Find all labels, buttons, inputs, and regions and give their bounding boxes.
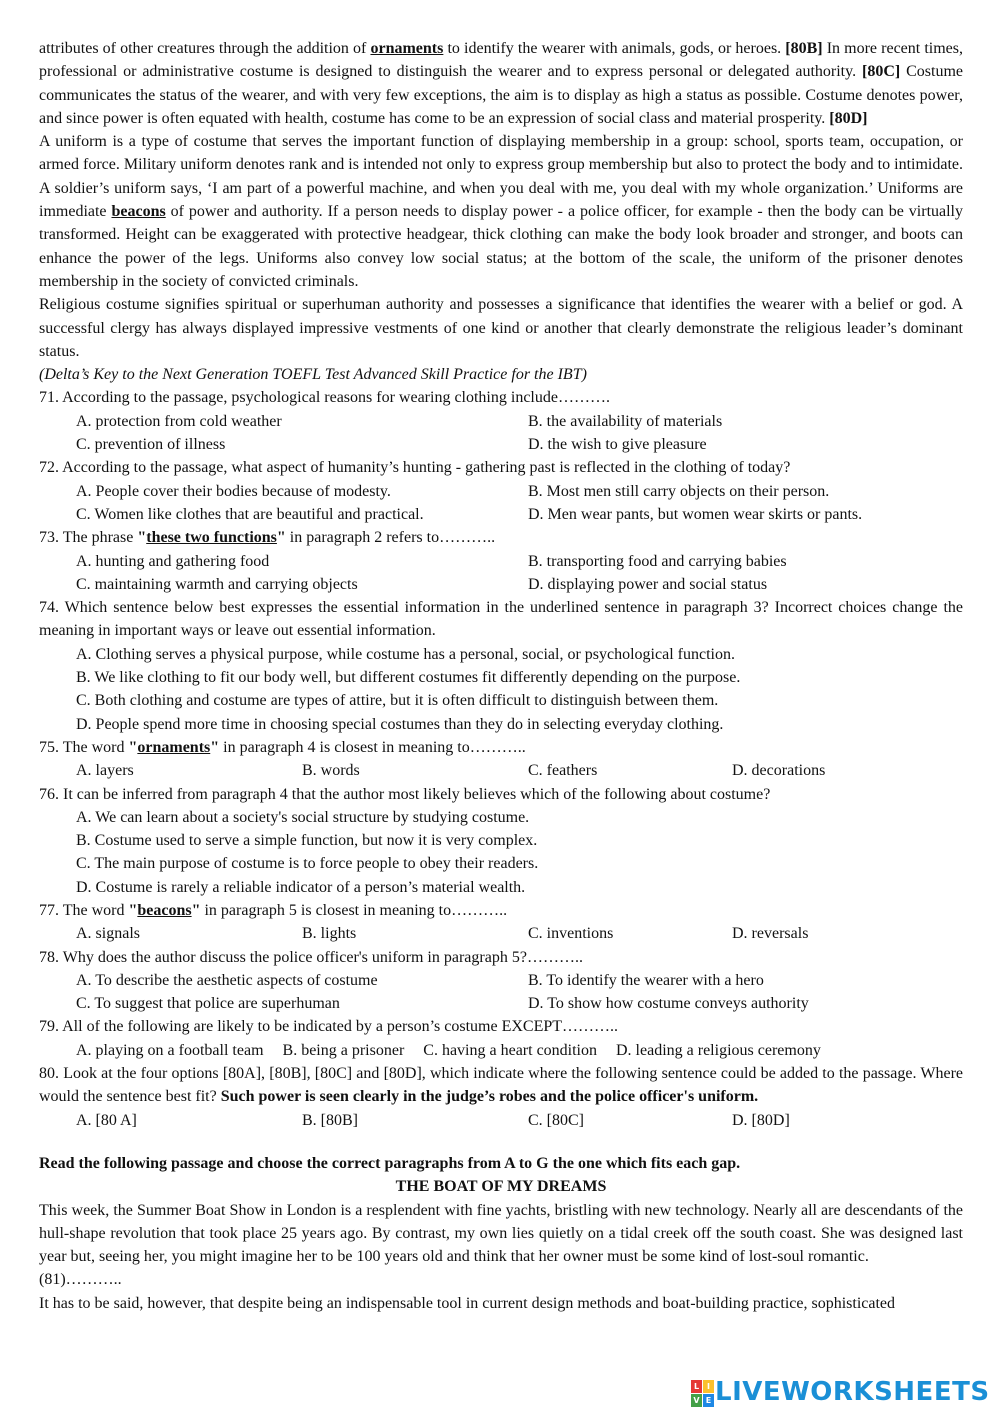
option-d[interactable]: D. To show how costume conveys authority xyxy=(528,995,809,1013)
worksheet-page xyxy=(39,37,963,1315)
gap-81[interactable]: (81)……….. xyxy=(39,1271,122,1289)
option-c[interactable]: C. having a heart condition xyxy=(423,1041,597,1059)
text: of power and authority. If a person needs to display power - a police officer, for example - then the body can be virtually transformed. Height can be exaggerated with protective headgear, thick clothing can make the body look broader and stronger, and boots can enhance the power of the legs. Uniforms also convey low social status; at the bottom of the scale, the uniform of the prisoner denotes membership in the society of convicted criminals. xyxy=(39,203,964,290)
option-b[interactable]: B. To identify the wearer with a hero xyxy=(528,971,764,989)
insert-sentence: Such power is seen clearly in the judge’s robes and the police officer's uniform. xyxy=(220,1088,759,1106)
logo-text: LIVEWORKSHEETS xyxy=(715,1377,990,1408)
option-d[interactable]: D. displaying power and social status xyxy=(528,575,768,593)
question-71 xyxy=(39,386,963,456)
marker-80d: [80D] xyxy=(829,109,868,127)
quote: " xyxy=(137,529,147,547)
question-stem: 76. It can be inferred from paragraph 4 that the author most likely believes which of the following about costume? xyxy=(39,785,771,803)
question-75 xyxy=(39,736,963,783)
option-c[interactable]: C. maintaining warmth and carrying objects xyxy=(76,575,358,593)
option-c[interactable]: C. inventions xyxy=(528,925,614,943)
text: in paragraph 5 is closest in meaning to……….. xyxy=(200,901,508,919)
quote: " xyxy=(128,738,138,756)
option-a[interactable]: A. playing on a football team xyxy=(76,1041,264,1059)
quote: " xyxy=(210,738,220,756)
option-d[interactable]: D. decorations xyxy=(732,762,826,780)
logo-mark-icon xyxy=(691,1380,713,1406)
text: A uniform is a type of costume that serves the important function of displaying membership in a group: school, sports team, occupation, or armed force. Military uniform denotes rank and is intended not only to express group membership but also to protect the body and to intimidate. A soldier’s uniform says, ‘I am part of a powerful machine, and when you deal with me, you deal with my whole organization.’ Uniforms are immediate xyxy=(39,133,963,221)
paragraph-6: Religious costume signifies spiritual or superhuman authority and possesses a significance that identifies the wearer with a belief or god. A successful clergy has always displayed impressive vestments of one kind or another that clearly demonstrate the religious leader’s dominant status. xyxy=(39,296,963,360)
question-77 xyxy=(39,899,963,946)
option-d[interactable]: D. People spend more time in choosing special costumes than they do in selecting everyday clothing. xyxy=(76,715,724,733)
option-d[interactable]: D. Costume is rarely a reliable indicator of a person’s material wealth. xyxy=(76,878,526,896)
paragraph-5 xyxy=(39,130,963,293)
option-a[interactable]: A. layers xyxy=(76,762,134,780)
option-d[interactable]: D. leading a religious ceremony xyxy=(616,1041,821,1059)
option-c[interactable]: C. Both clothing and costume are types of attire, but it is often difficult to distinguish between them. xyxy=(76,692,719,710)
question-stem xyxy=(39,526,963,549)
question-78 xyxy=(39,946,963,1016)
text: attributes of other creatures through the addition of xyxy=(39,40,371,57)
logo-letter: I xyxy=(703,1380,714,1393)
question-76 xyxy=(39,783,963,899)
quote: " xyxy=(191,901,201,919)
paragraph-4 xyxy=(39,37,963,130)
option-d[interactable]: D. [80D] xyxy=(732,1111,790,1129)
option-c[interactable]: C. prevention of illness xyxy=(76,436,226,454)
text: 80. Look at the four options [80A], [80B], [80C] and [80D], which indicate where the following sentence could be added to the passage. Where would the sentence best fit? xyxy=(39,1065,963,1106)
option-c[interactable]: C. The main purpose of costume is to force people to obey their readers. xyxy=(76,855,539,873)
keyword-word: ornaments xyxy=(137,738,211,756)
question-stem: 72. According to the passage, what aspect of humanity’s hunting - gathering past is reflected in the clothing of today? xyxy=(39,459,791,477)
question-stem xyxy=(39,736,963,759)
text: Costume communicates the status of the wearer, and with very few exceptions, the aim is to display as high a status as possible. Costume denotes power, and since power is often equated with health, costume has come to be an expression of social class and material prosperity. xyxy=(39,63,964,127)
keyword-word: beacons xyxy=(137,901,192,919)
logo-letter: E xyxy=(703,1394,714,1407)
option-b[interactable]: B. Most men still carry objects on their person. xyxy=(528,482,830,500)
liveworksheets-logo xyxy=(691,1375,991,1411)
question-stem: 71. According to the passage, psychological reasons for wearing clothing include………. xyxy=(39,389,610,407)
logo-letter: V xyxy=(691,1394,702,1407)
option-b[interactable]: B. We like clothing to fit our body well, but different costumes fit differently depending on the purpose. xyxy=(76,669,741,687)
option-b[interactable]: B. the availability of materials xyxy=(528,412,723,430)
option-a[interactable]: A. signals xyxy=(76,925,140,943)
text: 73. The phrase xyxy=(39,529,138,547)
section-instruction: Read the following passage and choose the correct paragraphs from A to G the one which fits each gap. xyxy=(39,1154,741,1172)
question-stem: 74. Which sentence below best expresses the essential information in the underlined sentence in paragraph 3? Incorrect choices change the meaning in important ways or leave out essential information. xyxy=(39,599,963,640)
marker-80c: [80C] xyxy=(862,63,901,81)
text: to identify the wearer with animals, gods, or heroes. xyxy=(443,40,786,57)
option-a[interactable]: A. [80 A] xyxy=(76,1111,137,1129)
option-a[interactable]: A. hunting and gathering food xyxy=(76,552,270,570)
passage-title: THE BOAT OF MY DREAMS xyxy=(395,1178,607,1196)
question-79 xyxy=(39,1015,963,1062)
marker-80b: [80B] xyxy=(785,40,823,57)
option-a[interactable]: A. We can learn about a society's social structure by studying costume. xyxy=(76,808,530,826)
option-b[interactable]: B. being a prisoner xyxy=(282,1041,405,1059)
option-b[interactable]: B. words xyxy=(302,762,360,780)
text: In more recent times, professional or administrative costume is designed to distinguish the wearer and to express personal or delegated authority. xyxy=(39,40,964,81)
question-73 xyxy=(39,526,963,596)
option-b[interactable]: B. transporting food and carrying babies xyxy=(528,552,787,570)
quote: " xyxy=(128,901,138,919)
option-c[interactable]: C. [80C] xyxy=(528,1111,584,1129)
logo-letter: L xyxy=(691,1380,702,1393)
question-74 xyxy=(39,596,963,736)
question-stem xyxy=(39,1062,963,1109)
question-80 xyxy=(39,1062,963,1132)
keyword-phrase: these two functions xyxy=(146,529,277,547)
keyword-ornaments: ornaments xyxy=(370,40,444,57)
option-b[interactable]: B. Costume used to serve a simple function, but now it is very complex. xyxy=(76,832,538,850)
option-d[interactable]: D. Men wear pants, but women wear skirts or pants. xyxy=(528,505,863,523)
text: 77. The word xyxy=(39,901,129,919)
option-c[interactable]: C. To suggest that police are superhuman xyxy=(76,995,340,1013)
text: in paragraph 4 is closest in meaning to……….. xyxy=(219,738,526,756)
option-a[interactable]: A. People cover their bodies because of modesty. xyxy=(76,482,391,500)
option-d[interactable]: D. the wish to give pleasure xyxy=(528,436,707,454)
question-72 xyxy=(39,456,963,526)
option-d[interactable]: D. reversals xyxy=(732,925,809,943)
keyword-beacons: beacons xyxy=(111,203,166,221)
passage-paragraph-1: This week, the Summer Boat Show in London is a resplendent with fine yachts, bristling with new technology. Nearly all are descendants of the hull-shape revolution that took place 25 years ago. By contrast, my own lies quietly on a tidal creek off the south coast. She was designed last year but, seeing her, you might imagine her to be 100 years old and think that her owner must be some kind of lost-soul romantic. xyxy=(39,1201,963,1266)
option-b[interactable]: B. lights xyxy=(302,925,357,943)
text: in paragraph 2 refers to……….. xyxy=(285,529,496,547)
question-stem xyxy=(39,899,963,922)
option-a[interactable]: A. To describe the aesthetic aspects of costume xyxy=(76,971,378,989)
option-b[interactable]: B. [80B] xyxy=(302,1111,358,1129)
question-stem: 78. Why does the author discuss the police officer's uniform in paragraph 5?……….. xyxy=(39,948,583,966)
passage-paragraph-2: It has to be said, however, that despite being an indispensable tool in current design methods and boat-building practice, sophisticated xyxy=(39,1294,896,1312)
quote: " xyxy=(276,529,286,547)
option-a[interactable]: A. protection from cold weather xyxy=(76,412,282,430)
source-citation: (Delta’s Key to the Next Generation TOEFL Test Advanced Skill Practice for the IBT) xyxy=(39,366,587,384)
option-c[interactable]: C. feathers xyxy=(528,762,598,780)
text: 75. The word xyxy=(39,738,129,756)
option-c[interactable]: C. Women like clothes that are beautiful and practical. xyxy=(76,505,424,523)
question-stem: 79. All of the following are likely to be indicated by a person’s costume EXCEPT……….. xyxy=(39,1018,619,1036)
option-a[interactable]: A. Clothing serves a physical purpose, while costume has a personal, social, or psychological function. xyxy=(76,645,735,663)
